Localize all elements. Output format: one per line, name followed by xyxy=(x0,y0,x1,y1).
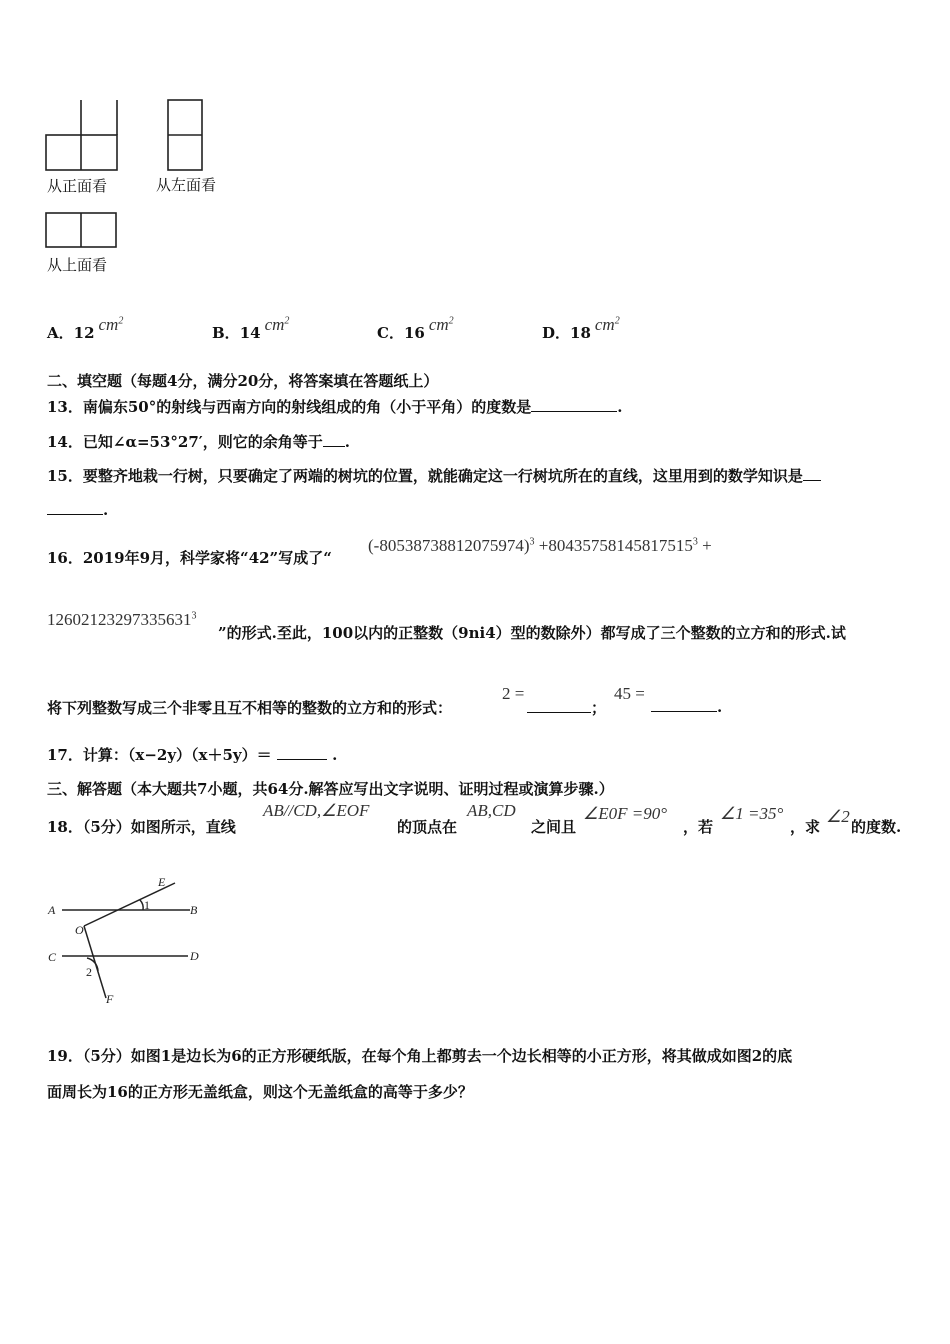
front-view-drawing xyxy=(46,100,117,170)
option-c: C．16 $cm^2$ xyxy=(377,315,454,342)
angle-1-arc xyxy=(140,900,143,910)
parallel-lines-figure xyxy=(40,870,215,1010)
label-c: C xyxy=(48,950,57,964)
question-16-eq2: 45 = xyxy=(614,684,645,703)
top-view-drawing xyxy=(46,213,116,247)
section-2-heading: 二、填空题（每题4分，满分20分，将答案填在答题纸上） xyxy=(47,372,439,390)
question-14: 14．已知∠α=53°27′，则它的余角等于 . xyxy=(47,433,350,451)
ray-oe xyxy=(84,883,175,926)
question-17: 17．计算：（x−2y）（x＋5y）＝ . xyxy=(47,746,338,764)
option-b: B．14 $cm^2$ xyxy=(212,315,290,342)
option-a: A．12 $cm^2$ xyxy=(47,315,124,342)
question-18-math1: AB//CD,∠EOF xyxy=(263,801,370,820)
question-18-part2: 的顶点在 xyxy=(397,818,458,836)
question-16-eq1: 2 = xyxy=(502,684,525,703)
option-d: D．18 $cm^2$ xyxy=(542,315,620,342)
question-18-part4: ，若 xyxy=(683,818,714,836)
question-18-part3: 之间且 xyxy=(531,818,577,836)
question-19-line1: 19．（5分）如图1是边长为6的正方形硬纸版，在每个角上都剪去一个边长相等的小正方形，将其做成如图2的底 xyxy=(47,1047,793,1065)
question-18-math3: ∠E0F =90° xyxy=(583,804,668,823)
label-o: O xyxy=(75,923,84,937)
question-18-math5: ∠2 xyxy=(826,807,850,826)
front-view-caption: 从正面看 xyxy=(47,177,108,195)
question-16-formula-line1: $(-80538738812075974)^3 +80435758145817515^3$ + xyxy=(368,536,712,555)
question-16-text: ”的形式.至此，100以内的正整数（9ni4）型的数除外）都写成了三个整数的立方和的形式.试 xyxy=(218,624,846,642)
question-18-part5: ，求 xyxy=(790,818,821,836)
question-13: 13．南偏东50°的射线与西南方向的射线组成的角（小于平角）的度数是 . xyxy=(47,398,623,416)
question-18-part1: 18．（5分）如图所示，直线 xyxy=(47,818,236,836)
label-a: A xyxy=(48,903,56,917)
label-d: D xyxy=(190,949,199,963)
question-18-part6: 的度数. xyxy=(851,818,902,836)
question-16-blank1: ； xyxy=(527,697,606,718)
label-f: F xyxy=(106,992,114,1006)
question-16-blank2: . xyxy=(651,697,722,716)
question-16-ask: 将下列整数写成三个非零且互不相等的整数的立方和的形式： xyxy=(47,699,453,717)
question-16-formula-line2: 12602123297335631$^3$ xyxy=(47,610,197,629)
top-view-caption: 从上面看 xyxy=(47,256,108,274)
label-angle-1: 1 xyxy=(144,898,150,912)
label-e: E xyxy=(158,875,166,889)
left-view-drawing xyxy=(168,100,202,170)
label-b: B xyxy=(190,903,198,917)
question-18-math2: AB,CD xyxy=(467,801,516,820)
left-view-caption: 从左面看 xyxy=(156,176,217,194)
label-angle-2: 2 xyxy=(86,965,92,979)
question-15-answer-line: . xyxy=(47,500,108,519)
section-3-heading: 三、解答题（本大题共7小题，共64分.解答应写出文字说明、证明过程或演算步骤.） xyxy=(47,780,614,798)
question-16-intro: 16．2019年9月，科学家将“42”写成了“ xyxy=(47,549,332,567)
question-18-math4: ∠1 =35° xyxy=(720,804,784,823)
question-19-line2: 面周长为16的正方形无盖纸盒，则这个无盖纸盒的高等于多少？ xyxy=(47,1083,473,1101)
question-15: 15．要整齐地栽一行树，只要确定了两端的树坑的位置，就能确定这一行树坑所在的直线，这里用到的数学知识是 xyxy=(47,465,907,486)
